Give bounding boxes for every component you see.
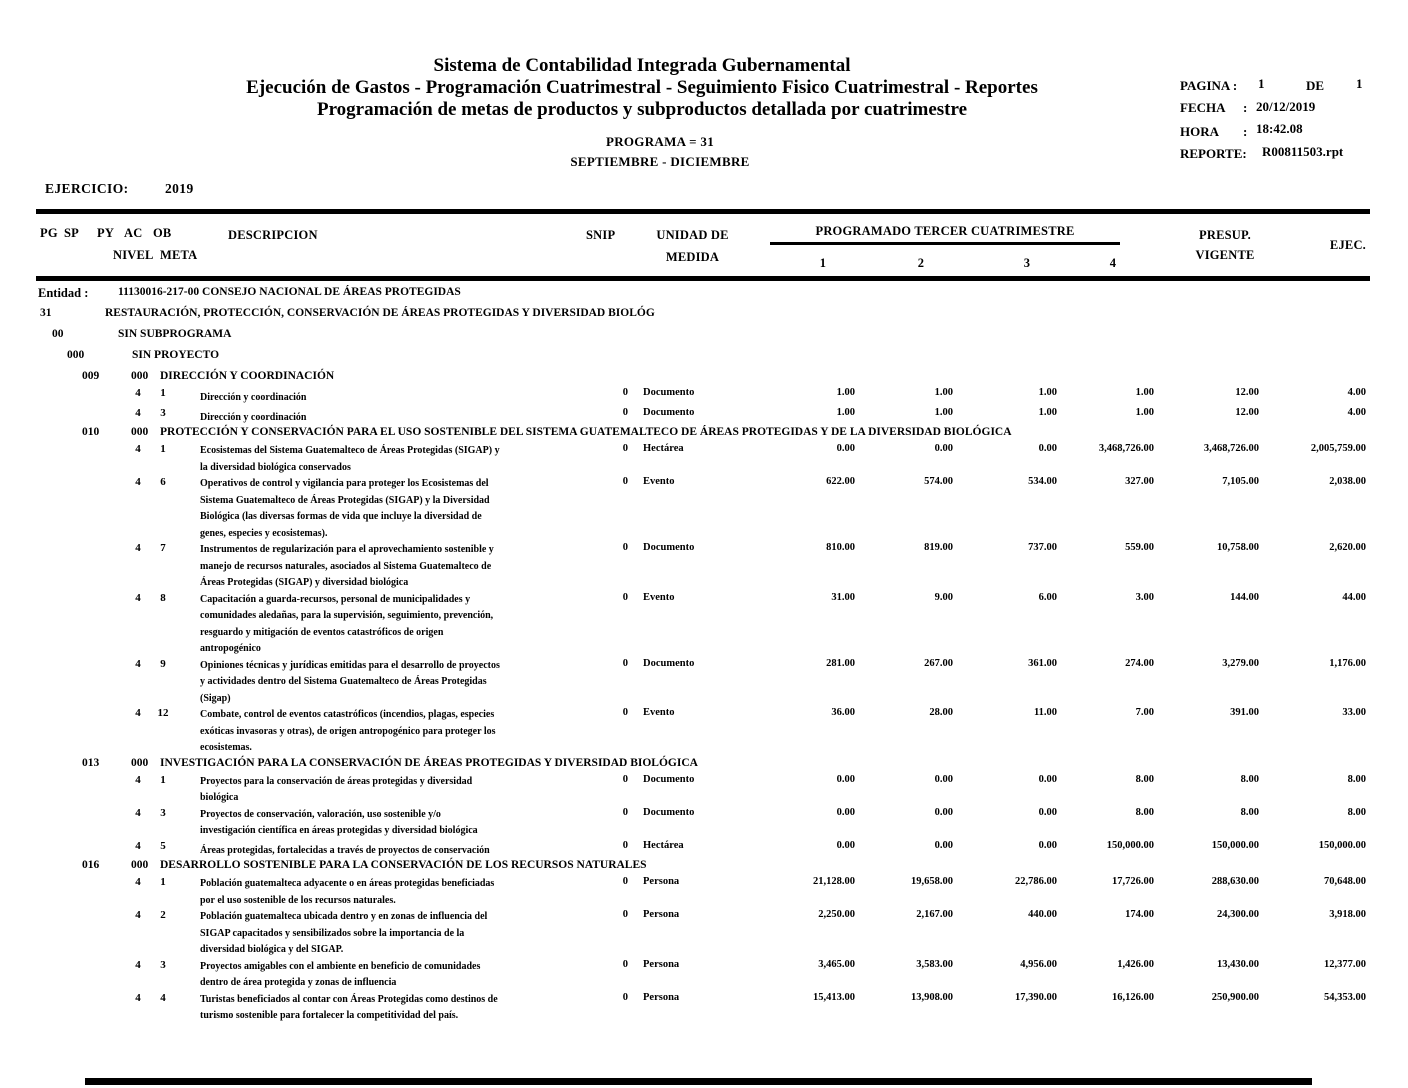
project-code: 000: [67, 349, 85, 361]
row-ejec: 33.00: [1342, 707, 1366, 718]
row-snip: 0: [622, 476, 628, 487]
activity-row: [0, 859, 1408, 875]
row-snip: 0: [622, 591, 628, 603]
col-medida: MEDIDA: [665, 250, 720, 264]
row-programado-4: 1.00: [1135, 387, 1154, 398]
row-description: Proyectos para la conservación de áreas protegidas y diversidad biológica: [200, 775, 473, 803]
row-ejec: 2,005,759.00: [1310, 443, 1366, 454]
row-programado-2: 19,658.00: [911, 876, 953, 887]
col-programado: PROGRAMADO TERCER CUATRIMESTRE: [815, 224, 1075, 238]
activity-code: 013: [82, 756, 100, 769]
row-unit: Documento: [643, 773, 695, 785]
fecha-label: FECHA: [1180, 100, 1226, 115]
col-vigente: VIGENTE: [1195, 248, 1255, 262]
table-row: [0, 992, 1408, 1025]
row-meta: 1: [160, 876, 166, 888]
row-presup-vigente: 12.00: [1235, 406, 1259, 418]
col-cuatrimestre-4: 4: [1109, 256, 1117, 270]
ejercicio-value: 2019: [165, 181, 194, 196]
row-nivel: 4: [135, 876, 141, 888]
row-meta: 5: [160, 839, 166, 852]
activity-name: PROTECCIÓN Y CONSERVACIÓN PARA EL USO SOSTENIBLE DEL SISTEMA GUATEMALTECO DE ÁREAS PROTEGIDAS Y DE LA DIVERSIDAD BIOLÓGICA: [160, 426, 1012, 438]
row-description: Instrumentos de regularización para el aprovechamiento sostenible y manejo de recursos naturales, asociados al Sistema Guatemalteco de Áreas Protegidas (SIGAP) y diversidad biológica: [200, 544, 494, 588]
row-ejec: 44.00: [1342, 591, 1366, 603]
program-code: 31: [40, 307, 52, 319]
col-cuatrimestre-2: 2: [917, 256, 925, 270]
activity-row: [0, 757, 1408, 773]
report-subheader: [200, 132, 1120, 172]
row-snip: 0: [622, 991, 628, 1003]
row-presup-vigente: 3,279.00: [1222, 657, 1259, 669]
activity-ob-code: 000: [131, 370, 149, 382]
table-row: [0, 909, 1408, 959]
report-header: [162, 55, 1122, 121]
row-programado-4: 274.00: [1125, 657, 1154, 669]
row-unit: Hectárea: [643, 839, 684, 851]
row-description: Proyectos de conservación, valoración, uso sostenible y/o investigación científica en áreas protegidas y diversidad biológica: [200, 808, 478, 836]
col-snip: SNIP: [586, 228, 616, 242]
row-presup-vigente: 3,468,726.00: [1203, 443, 1259, 454]
row-unit: Persona: [643, 909, 680, 920]
row-snip: 0: [622, 443, 628, 454]
row-programado-4: 174.00: [1125, 909, 1154, 920]
row-programado-2: 0.00: [934, 773, 953, 785]
row-programado-4: 1.00: [1135, 406, 1154, 418]
row-programado-2: 574.00: [924, 476, 953, 487]
table-row: [0, 807, 1408, 840]
program-line: PROGRAMA = 31: [605, 134, 715, 149]
row-snip: 0: [622, 876, 628, 887]
row-unit: Documento: [643, 406, 695, 418]
row-meta: 4: [160, 991, 166, 1004]
row-programado-2: 3,583.00: [916, 958, 953, 970]
row-programado-2: 1.00: [934, 387, 953, 398]
row-programado-1: 31.00: [831, 591, 855, 603]
table-row: [0, 707, 1408, 757]
row-snip: 0: [622, 657, 628, 669]
row-meta: 3: [160, 406, 166, 419]
row-nivel: 4: [135, 542, 141, 554]
activity-code: 009: [82, 370, 100, 382]
entity-label: Entidad :: [38, 286, 89, 300]
row-snip: 0: [622, 406, 628, 418]
row-programado-1: 2,250.00: [818, 909, 855, 920]
row-description: Dirección y coordinación: [200, 392, 307, 403]
row-presup-vigente: 7,105.00: [1222, 476, 1259, 487]
row-programado-2: 0.00: [934, 806, 953, 818]
row-unit: Evento: [643, 591, 675, 603]
fecha-colon: :: [1243, 100, 1248, 115]
row-nivel: 4: [135, 707, 141, 719]
row-meta: 1: [160, 773, 166, 786]
row-description: Población guatemalteca adyacente o en áreas protegidas beneficiadas por el uso sostenible de los recursos naturales.: [200, 878, 495, 906]
row-programado-1: 1.00: [836, 387, 855, 398]
divider-programado: [770, 242, 1120, 245]
reporte-value: R00811503.rpt: [1262, 144, 1344, 159]
row-programado-2: 28.00: [929, 707, 953, 718]
row-programado-3: 0.00: [1038, 443, 1057, 454]
pagina-value: 1: [1258, 76, 1265, 91]
row-ejec: 8.00: [1347, 806, 1366, 818]
row-ejec: 150,000.00: [1318, 839, 1366, 851]
row-meta: 7: [160, 542, 166, 554]
row-programado-3: 22,786.00: [1015, 876, 1057, 887]
row-description: Dirección y coordinación: [200, 411, 307, 423]
row-programado-4: 8.00: [1135, 773, 1154, 785]
row-programado-4: 559.00: [1125, 542, 1154, 553]
table-row: [0, 774, 1408, 807]
table-row: [0, 959, 1408, 992]
row-description: Operativos de control y vigilancia para proteger los Ecosistemas del Sistema Guatemalteco de Áreas Protegidas (SIGAP) y la Diversidad Biológica (las diversas formas de vida que incluye la diversidad de genes, especies y ecosistemas).: [200, 478, 490, 539]
activity-code: 010: [82, 426, 100, 438]
col-unidad: UNIDAD DE: [656, 228, 729, 242]
row-programado-3: 737.00: [1028, 542, 1057, 553]
row-nivel: 4: [135, 773, 141, 786]
row-programado-3: 17,390.00: [1015, 991, 1057, 1003]
row-meta: 12: [157, 707, 169, 719]
row-programado-1: 0.00: [836, 773, 855, 785]
row-programado-3: 361.00: [1028, 657, 1057, 669]
row-programado-2: 1.00: [934, 406, 953, 418]
col-meta: META: [160, 248, 198, 262]
divider-top: [36, 209, 1370, 214]
row-programado-4: 8.00: [1135, 806, 1154, 818]
pagina-de-label: DE: [1306, 78, 1325, 93]
col-cuatrimestre-1: 1: [819, 256, 827, 270]
row-unit: Hectárea: [643, 443, 684, 454]
program-name: RESTAURACIÓN, PROTECCIÓN, CONSERVACIÓN DE ÁREAS PROTEGIDAS Y DIVERSIDAD BIOLÓG: [105, 307, 655, 319]
row-ejec: 8.00: [1347, 773, 1366, 785]
entity-row: [0, 286, 1408, 302]
row-programado-2: 13,908.00: [911, 991, 953, 1003]
row-description: Ecosistemas del Sistema Guatemalteco de Áreas Protegidas (SIGAP) y la diversidad biológica conservados: [200, 445, 500, 473]
col-cuatrimestre-3: 3: [1023, 256, 1031, 270]
row-meta: 9: [160, 657, 166, 670]
row-nivel: 4: [135, 591, 141, 604]
row-presup-vigente: 10,758.00: [1217, 542, 1259, 553]
row-snip: 0: [622, 387, 628, 398]
row-presup-vigente: 391.00: [1230, 707, 1259, 718]
row-ejec: 1,176.00: [1329, 657, 1366, 669]
col-ejec: EJEC.: [1329, 238, 1366, 252]
row-ejec: 2,620.00: [1329, 542, 1366, 553]
row-snip: 0: [622, 806, 628, 818]
row-nivel: 4: [135, 839, 141, 852]
row-presup-vigente: 144.00: [1230, 591, 1259, 603]
row-snip: 0: [622, 958, 628, 970]
col-ac: AC: [124, 226, 143, 240]
row-presup-vigente: 250,900.00: [1211, 991, 1259, 1003]
row-nivel: 4: [135, 991, 141, 1004]
row-programado-1: 0.00: [836, 443, 855, 454]
row-ejec: 54,353.00: [1324, 991, 1366, 1003]
row-description: Áreas protegidas, fortalecidas a través de proyectos de conservación: [200, 844, 490, 856]
fecha-value: 20/12/2019: [1256, 99, 1316, 114]
table-row: [0, 542, 1408, 592]
row-presup-vigente: 288,630.00: [1211, 876, 1259, 887]
row-programado-4: 17,726.00: [1112, 876, 1154, 887]
row-programado-2: 267.00: [924, 657, 953, 669]
row-unit: Documento: [643, 542, 695, 553]
table-row: [0, 476, 1408, 542]
hora-label: HORA: [1180, 124, 1219, 139]
row-meta: 3: [160, 806, 166, 819]
report-subtitle-2: Programación de metas de productos y subproductos detallada por cuatrimestre: [316, 99, 968, 120]
row-unit: Persona: [643, 958, 680, 970]
subprogram-name: SIN SUBPROGRAMA: [118, 328, 232, 340]
activity-ob-code: 000: [131, 426, 149, 438]
ejercicio-label: EJERCICIO:: [45, 181, 129, 196]
row-programado-1: 0.00: [836, 806, 855, 818]
row-nivel: 4: [135, 958, 141, 971]
row-programado-1: 3,465.00: [818, 958, 855, 970]
row-ejec: 12,377.00: [1324, 958, 1366, 970]
activity-row: [0, 370, 1408, 386]
row-nivel: 4: [135, 406, 141, 419]
row-programado-1: 21,128.00: [813, 876, 855, 887]
entity-name: 11130016-217-00 CONSEJO NACIONAL DE ÁREAS PROTEGIDAS: [118, 286, 461, 298]
row-unit: Persona: [643, 876, 680, 887]
row-description: Capacitación a guarda-recursos, personal de municipalidades y comunidades aledañas, para la supervisión, seguimiento, prevención, resguardo y mitigación de eventos catastróficos de origen antropogénico: [200, 593, 494, 654]
row-presup-vigente: 13,430.00: [1217, 958, 1259, 970]
row-programado-3: 440.00: [1028, 909, 1057, 920]
row-unit: Evento: [643, 476, 675, 487]
row-programado-1: 15,413.00: [813, 991, 855, 1003]
row-programado-4: 3.00: [1135, 591, 1154, 603]
divider-bottom: [85, 1078, 1312, 1085]
table-row: [0, 840, 1408, 860]
col-pg: PG: [40, 226, 58, 240]
row-programado-4: 1,426.00: [1117, 958, 1154, 970]
row-programado-1: 1.00: [836, 406, 855, 418]
row-meta: 1: [160, 443, 166, 455]
row-programado-2: 2,167.00: [916, 909, 953, 920]
row-programado-3: 0.00: [1038, 806, 1057, 818]
row-programado-3: 534.00: [1028, 476, 1057, 487]
activity-row: [0, 426, 1408, 442]
col-py: PY: [97, 226, 115, 240]
row-meta: 8: [160, 591, 166, 604]
row-programado-3: 0.00: [1038, 773, 1057, 785]
row-programado-2: 9.00: [934, 591, 953, 603]
row-programado-4: 16,126.00: [1112, 991, 1154, 1003]
row-programado-1: 810.00: [826, 542, 855, 553]
row-snip: 0: [622, 909, 628, 920]
col-presup: PRESUP.: [1199, 228, 1251, 242]
row-snip: 0: [622, 839, 628, 851]
row-snip: 0: [622, 542, 628, 553]
row-nivel: 4: [135, 806, 141, 819]
project-row: [0, 349, 1408, 365]
row-programado-3: 6.00: [1038, 591, 1057, 603]
program-row: [0, 307, 1408, 323]
row-nivel: 4: [135, 657, 141, 670]
hora-colon: :: [1243, 124, 1248, 139]
row-description: Opiniones técnicas y jurídicas emitidas para el desarrollo de proyectos y actividades dentro del Sistema Guatemalteco de Áreas Protegidas (Sigap): [200, 659, 500, 704]
row-meta: 1: [160, 387, 166, 399]
report-subtitle: Ejecución de Gastos - Programación Cuatrimestral - Seguimiento Fisico Cuatrimestral - Reportes: [246, 77, 1038, 98]
row-description: Proyectos amigables con el ambiente en beneficio de comunidades dentro de área protegida y zonas de influencia: [200, 960, 481, 988]
table-row: [0, 387, 1408, 407]
row-nivel: 4: [135, 909, 141, 921]
reporte-label: REPORTE:: [1180, 146, 1247, 161]
subprogram-code: 00: [52, 328, 64, 340]
report-title: Sistema de Contabilidad Integrada Gubernamental: [433, 55, 851, 76]
table-row: [0, 658, 1408, 708]
row-ejec: 4.00: [1347, 406, 1366, 418]
row-meta: 2: [160, 909, 166, 921]
table-row: [0, 443, 1408, 476]
row-presup-vigente: 150,000.00: [1211, 839, 1259, 851]
activity-ob-code: 000: [131, 756, 149, 769]
ejercicio: [45, 181, 194, 197]
row-programado-3: 1.00: [1038, 387, 1057, 398]
row-presup-vigente: 24,300.00: [1217, 909, 1259, 920]
col-sp: SP: [64, 226, 79, 240]
row-programado-1: 281.00: [826, 657, 855, 669]
row-presup-vigente: 12.00: [1235, 387, 1259, 398]
row-programado-1: 36.00: [831, 707, 855, 718]
row-unit: Documento: [643, 387, 695, 398]
row-programado-1: 0.00: [836, 839, 855, 851]
col-descripcion: DESCRIPCION: [228, 228, 318, 242]
hora-value: 18:42.08: [1256, 121, 1303, 136]
row-unit: Documento: [643, 657, 695, 669]
row-description: Combate, control de eventos catastróficos (incendios, plagas, especies exóticas invasoras y otras), de origen antropogénico para proteger los ecosistemas.: [200, 709, 496, 753]
period-line: SEPTIEMBRE - DICIEMBRE: [570, 154, 750, 169]
row-nivel: 4: [135, 476, 141, 488]
table-row: [0, 407, 1408, 427]
row-ejec: 2,038.00: [1329, 476, 1366, 487]
row-description: Población guatemalteca ubicada dentro y en zonas de influencia del SIGAP capacitados y sensibilizados sobre la importancia de la diversidad biológica y del SIGAP.: [200, 911, 488, 955]
row-unit: Documento: [643, 806, 695, 818]
row-nivel: 4: [135, 387, 141, 399]
table-row: [0, 592, 1408, 658]
row-programado-2: 0.00: [934, 443, 953, 454]
activity-code: 016: [82, 859, 100, 871]
row-nivel: 4: [135, 443, 141, 455]
table-row: [0, 876, 1408, 909]
row-programado-3: 11.00: [1033, 707, 1057, 718]
row-ejec: 70,648.00: [1324, 876, 1366, 887]
col-nivel: NIVEL: [113, 248, 154, 262]
report-table-body: [0, 286, 1408, 1025]
row-snip: 0: [622, 707, 628, 718]
row-description: Turistas beneficiados al contar con Áreas Protegidas como destinos de turismo sostenible para fortalecer la competitividad del país.: [200, 993, 498, 1021]
activity-ob-code: 000: [131, 859, 149, 871]
row-presup-vigente: 8.00: [1240, 773, 1259, 785]
subprogram-row: [0, 328, 1408, 344]
row-programado-1: 622.00: [826, 476, 855, 487]
project-name: SIN PROYECTO: [132, 349, 220, 361]
row-programado-4: 3,468,726.00: [1098, 443, 1154, 454]
row-ejec: 4.00: [1347, 387, 1366, 398]
row-programado-2: 0.00: [934, 839, 953, 851]
row-programado-3: 1.00: [1038, 406, 1057, 418]
activity-name: DIRECCIÓN Y COORDINACIÓN: [160, 370, 335, 382]
row-unit: Persona: [643, 991, 680, 1003]
row-programado-4: 7.00: [1135, 707, 1154, 718]
row-ejec: 3,918.00: [1329, 909, 1366, 920]
row-meta: 6: [160, 476, 166, 488]
activity-name: DESARROLLO SOSTENIBLE PARA LA CONSERVACIÓN DE LOS RECURSOS NATURALES: [160, 859, 647, 871]
row-programado-3: 0.00: [1038, 839, 1057, 851]
pagina-total-value: 1: [1356, 76, 1363, 91]
row-presup-vigente: 8.00: [1240, 806, 1259, 818]
pagina-label: PAGINA :: [1180, 78, 1238, 93]
row-programado-4: 150,000.00: [1106, 839, 1154, 851]
activity-name: INVESTIGACIÓN PARA LA CONSERVACIÓN DE ÁREAS PROTEGIDAS Y DIVERSIDAD BIOLÓGICA: [160, 756, 698, 769]
row-meta: 3: [160, 958, 166, 971]
divider-header: [36, 276, 1370, 281]
row-programado-4: 327.00: [1125, 476, 1154, 487]
row-snip: 0: [622, 773, 628, 785]
row-programado-2: 819.00: [924, 542, 953, 553]
row-programado-3: 4,956.00: [1020, 958, 1057, 970]
col-ob: OB: [153, 226, 172, 240]
row-unit: Evento: [643, 707, 675, 718]
